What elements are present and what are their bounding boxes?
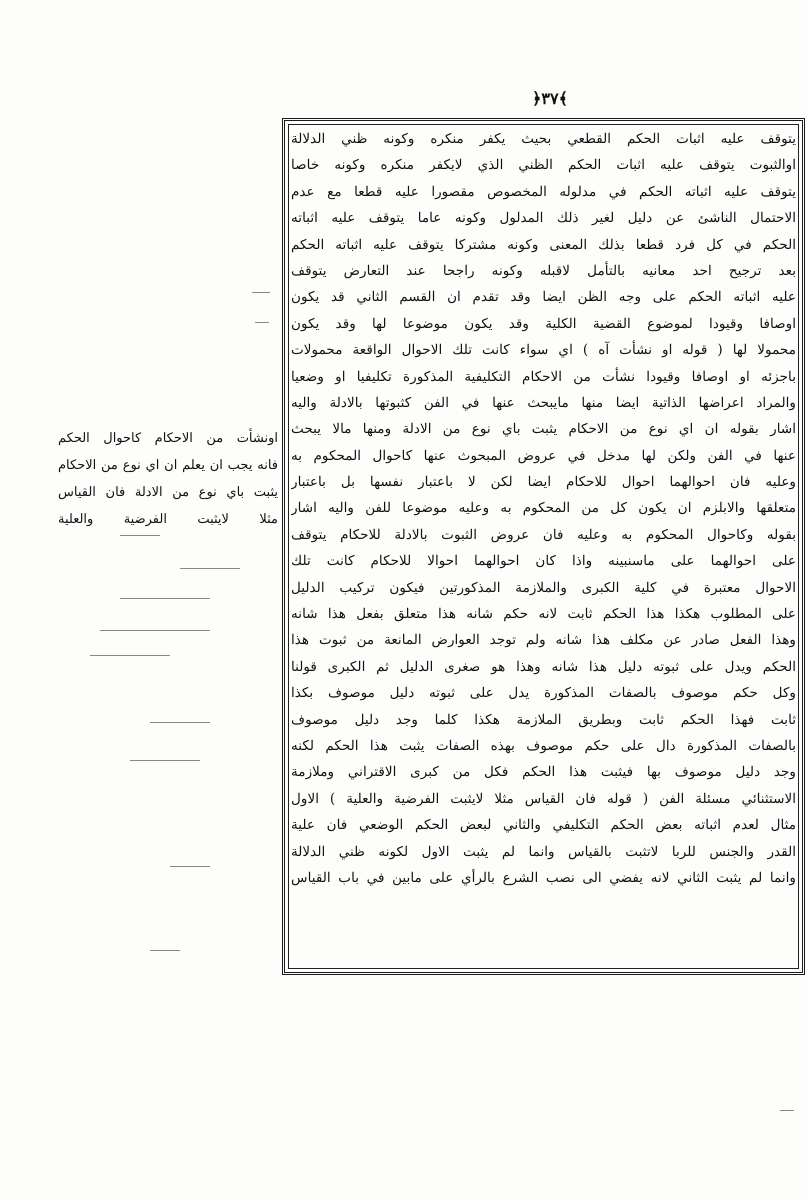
text-line: الاحوال معتبرة في كلية الكبرى والملازمة المذكورتين فيكون تركيب الدليل: [291, 579, 796, 596]
text-line: على المطلوب هكذا هذا الحكم ثابت لانه حكم شانه هذا متعلق بفعل هذا شانه: [291, 606, 796, 623]
text-line: بعد ترجيح احد معانيه بالتأمل لاقبله وكونه راجحا عند التعارض يتوقف: [291, 262, 796, 279]
text-line: يتوقف عليه اثباته الحكم في مدلوله المخصوص مقصورا عليه قطعا مع عدم: [291, 183, 796, 200]
text-line: على احوالهما على ماسنبينه واذا كان احوالهما احوالا للاحكام كانت تلك: [291, 553, 796, 570]
text-line: الحكم في كل فرد قطعا بذلك المعنى وكونه مشتركا يتوقف عليه اثباته الحكم: [291, 236, 796, 253]
text-line: والمراد اعراضها الذاتية ايضا منها مايبحث عنها في الفن كثبوتها بالادلة واليه: [291, 394, 796, 411]
bleed-mark: [780, 1110, 794, 1111]
text-line: وهذا الفعل صادر عن مكلف هذا شانه ولم توجد العوارض المانعة من ثبوت هذا: [291, 632, 796, 649]
text-line: وكل حكم موصوف بالصفات المذكورة يدل على ثبوته دليل موصوف بكذا: [291, 685, 796, 702]
page-number: ﴿٣٧﴾: [532, 89, 568, 108]
bleed-mark: [255, 322, 269, 323]
bleed-mark: [120, 535, 160, 536]
margin-line: اونشأت من الاحكام كاحوال الحكم: [58, 431, 278, 446]
text-line: الحكم ويدل على ثبوته دليل هذا شانه وهذا هو صغرى الدليل ثم الكبرى قولنا: [291, 658, 796, 675]
text-line: بقوله وكاحوال المحكوم به وعليه فان عروض الثبوت بالادلة للاحكام يتوقف: [291, 526, 796, 543]
bleed-mark: [130, 760, 200, 761]
text-line: اوصافا وقيودا لموضوع القضية الكلية وقد يكون موضوعا لها وقد يكون: [291, 315, 796, 332]
text-line: الاستثنائي مسئلة الفن ( قوله فان القياس مثلا لايثبت الفرضية والعلية ) الاول: [291, 790, 796, 807]
text-line: بالصفات المذكورة دال على حكم موصوف بهذه الصفات يثبت هذا الحكم لكنه: [291, 737, 796, 754]
text-line: اشار بقوله ان اي نوع من الاحكام يثبت باي نوع من الادلة ومنها مالا يبحث: [291, 421, 796, 438]
text-line: وجد دليل موصوف بها فيثبت هذا الحكم فكل من كبرى الاقتراني وملازمة: [291, 764, 796, 781]
bleed-mark: [150, 950, 180, 951]
text-line: وانما لم يثبت الثاني لانه يفضي الى نصب الشرع بالرأي على مابين في باب القياس: [291, 869, 796, 886]
bleed-mark: [252, 292, 270, 293]
bleed-mark: [120, 598, 210, 599]
text-line: القدر والجنس للربا لاتثبت بالقياس وانما لم يثبت الاول لكونه ظني الدلالة: [291, 843, 796, 860]
text-line: وعليه فان احوالهما احوال للاحكام ايضا لكن لا باعتبار نفسها بل باعتبار: [291, 474, 796, 491]
text-line: متعلقها والابلزم ان يكون كل من المحكوم به وعليه موضوعا للفن واليه اشار: [291, 500, 796, 517]
bleed-mark: [100, 630, 210, 631]
text-line: عنها في الفن ولكن لها مدخل في عروض المبحوث عنها كاحوال المحكوم به: [291, 447, 796, 464]
main-text-body: [291, 126, 796, 891]
margin-line: مثلا لايثبت الفرضية والعلية: [58, 512, 278, 527]
bleed-mark: [90, 655, 170, 656]
text-frame: [282, 118, 805, 975]
bleed-mark: [170, 866, 210, 867]
text-line: الاحتمال الناشئ عن دليل لغير ذلك المدلول وكونه عاما يتوقف عليه اثباته: [291, 210, 796, 227]
text-line: يتوقف عليه اثبات الحكم القطعي بحيث يكفر منكره وكونه ظني الدلالة: [291, 131, 796, 147]
margin-line: فانه يجب ان يعلم ان اي نوع من الاحكام: [58, 458, 278, 473]
text-line: عليه اثباته الحكم على وجه الظن ايضا وقد تقدم ان القسم الثاني قد يكون: [291, 289, 796, 306]
text-line: مثال لعدم اثباته بعض الحكم التكليفي والثاني لبعض الحكم الوضعي فان علية: [291, 817, 796, 834]
text-line: اوالثبوت يتوقف عليه اثبات الحكم الظني الذي لايكفر منكره وكونه خاصا: [291, 157, 796, 174]
margin-line: يثبت باي نوع من الادلة فان القياس: [58, 485, 278, 500]
text-line: ثابت فهذا الحكم ثابت وبطريق الملازمة هكذا كلما وجد دليل موصوف: [291, 711, 796, 728]
text-line: محمولا لها ( قوله او نشأت آه ) اي سواء كانت تلك الاحوال الواقعة محمولات: [291, 342, 796, 359]
margin-gloss: [58, 425, 278, 533]
text-line: باجزئه او اوصافا وقيودا نشأت من الاحكام التكليفية المذكورة تكليفيا او وضعيا: [291, 368, 796, 385]
bleed-mark: [150, 722, 210, 723]
bleed-mark: [180, 568, 240, 569]
